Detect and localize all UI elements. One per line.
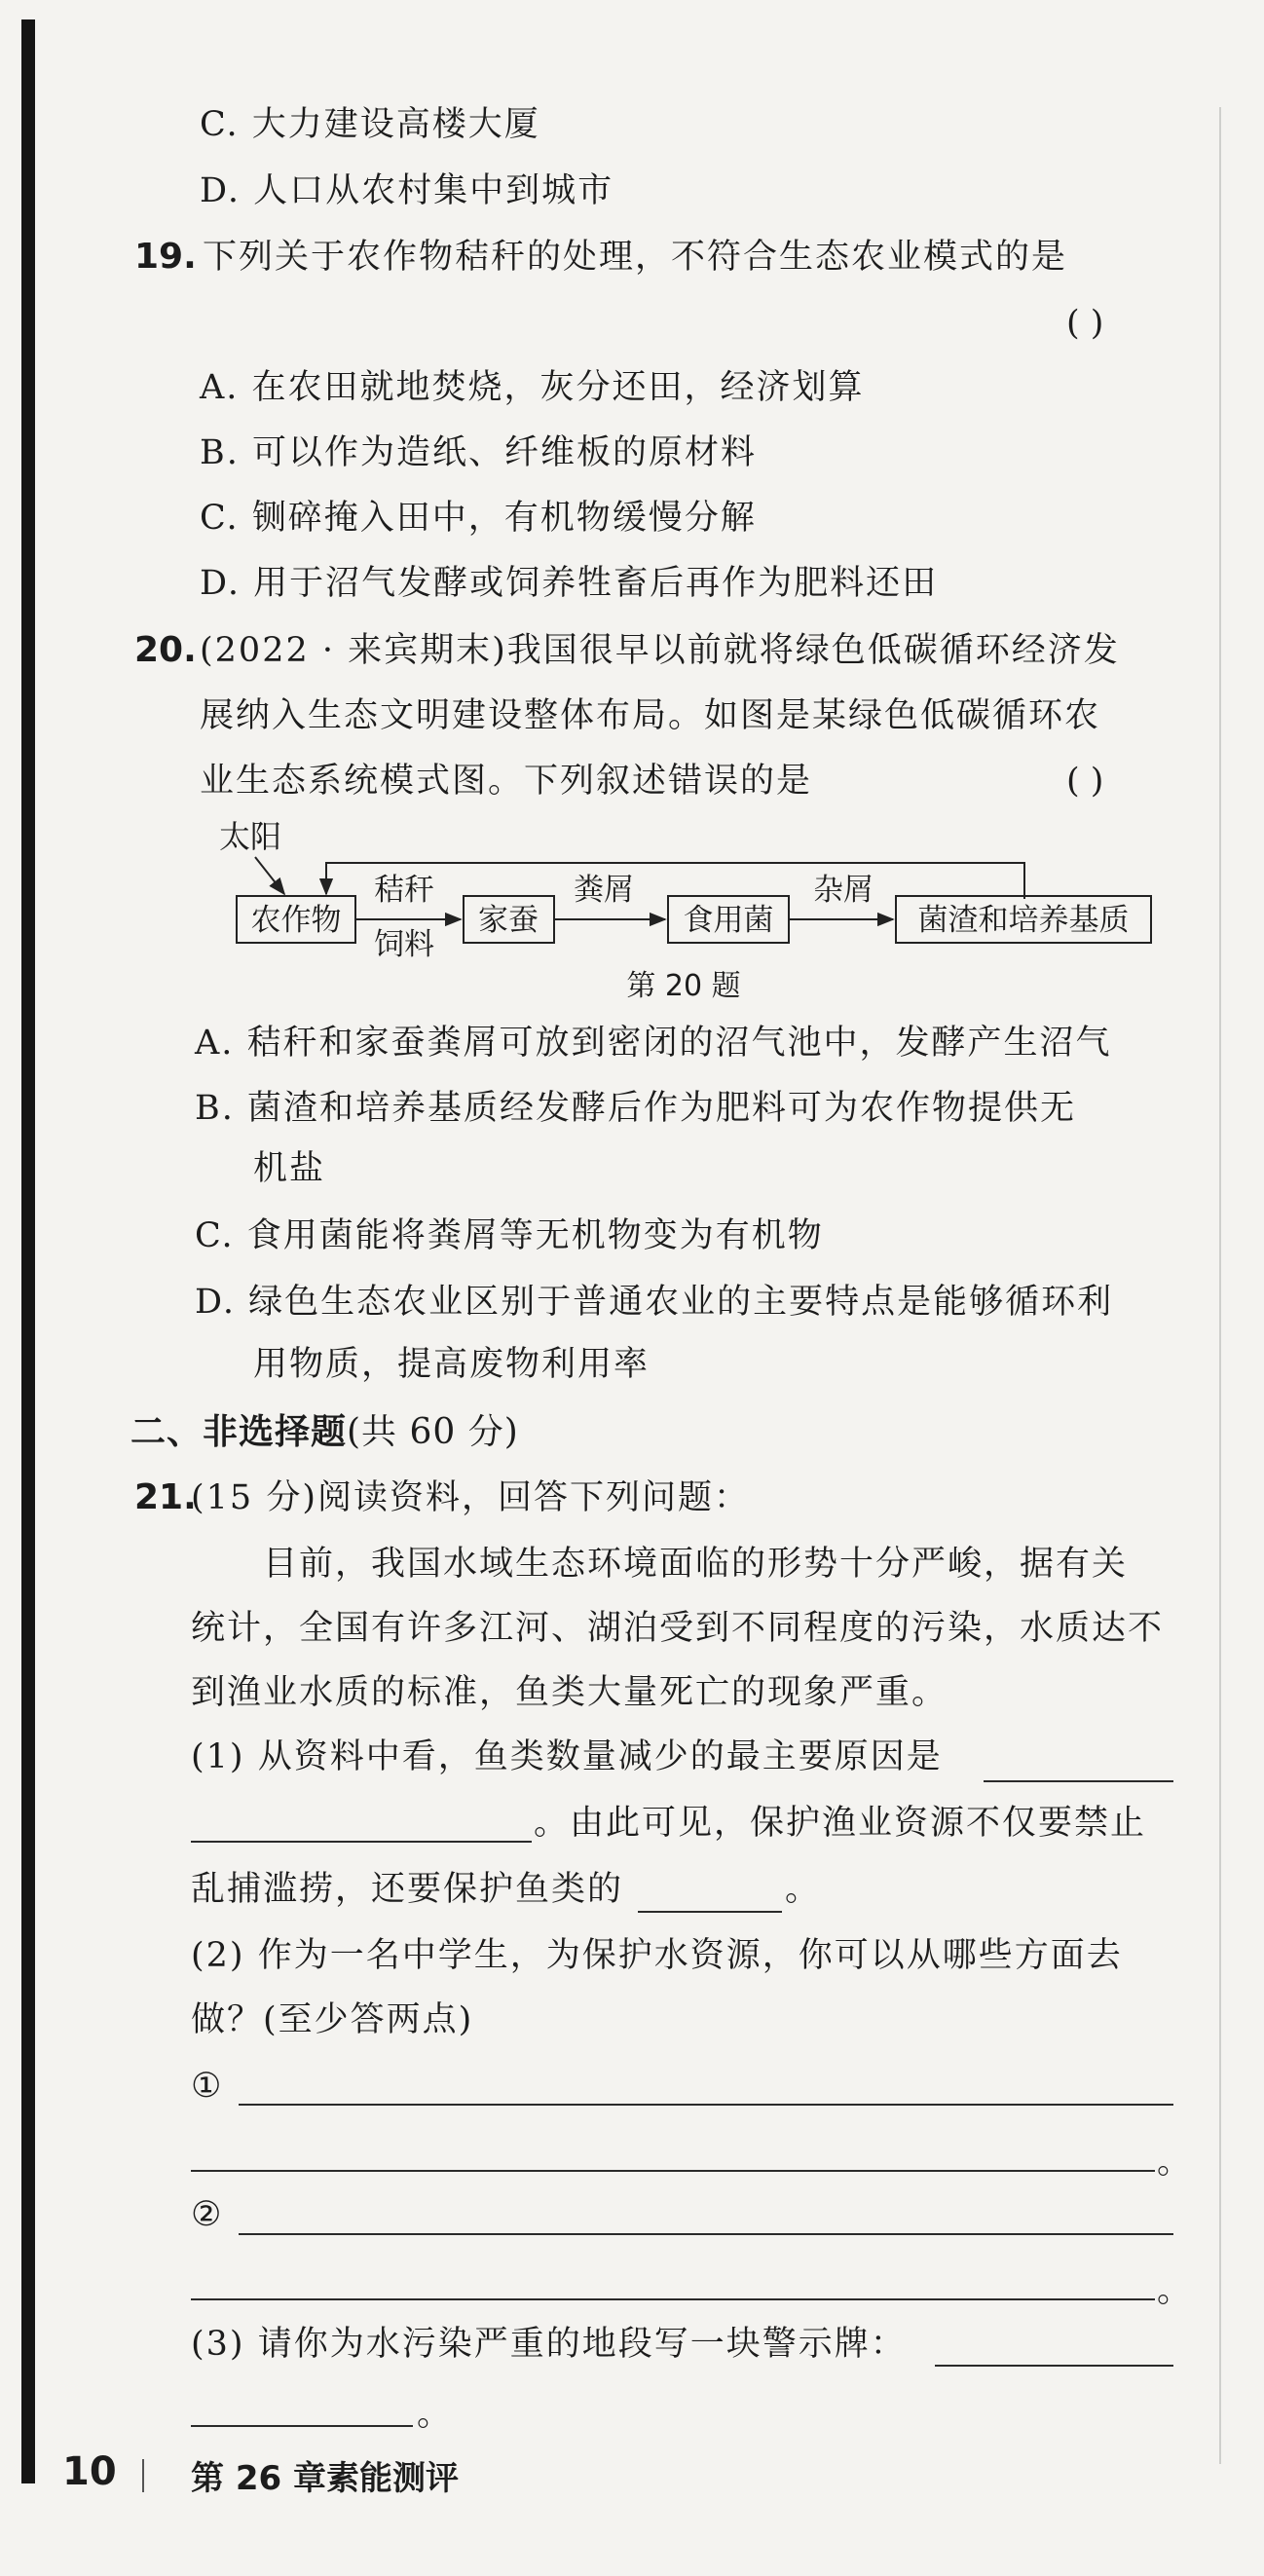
q21-part2-answer-2b[interactable] [191, 2298, 1155, 2300]
q19-option-d: D. 用于沼气发酵或饲养牲畜后再作为肥料还田 [200, 564, 939, 603]
q21-part3-period: 。 [417, 2395, 452, 2434]
sun-arrow [255, 857, 284, 894]
q21-part1-blank-1a[interactable] [984, 1780, 1173, 1782]
q21-part1-line-2: 。由此可见，保护渔业资源不仅要禁止 [534, 1804, 1147, 1843]
substrate-label: 菌渣和培养基质 [917, 903, 1130, 938]
q21-period-1: 。 [1157, 2143, 1192, 2182]
footer-divider [142, 2459, 144, 2492]
page-number: 10 [62, 2449, 117, 2494]
silkworm-label: 家蚕 [478, 903, 539, 938]
prev-option-d: D. 人口从农村集中到城市 [200, 171, 614, 210]
straw-label: 秸秆 [374, 873, 434, 908]
section-2-points: (共 60 分) [347, 1412, 519, 1452]
sun-label: 太阳 [219, 818, 282, 855]
q19-option-c: C. 铡碎掩入田中，有机物缓慢分解 [200, 499, 757, 538]
q20-stem-line-1: (2022 · 来宾期末)我国很早以前就将绿色低碳循环经济发 [200, 631, 1120, 670]
q21-part3-line-1: (3) 请你为水污染严重的地段写一块警示牌： [191, 2325, 907, 2364]
q21-part1-line-3a: 乱捕滥捞，还要保护鱼类的 [191, 1870, 624, 1909]
crop-label: 农作物 [250, 903, 342, 938]
chapter-title: 第 26 章素能测评 [191, 2459, 459, 2498]
q21-part2-answer-1b[interactable] [191, 2170, 1155, 2172]
q21-answer-marker-1: ① [191, 2067, 224, 2106]
q20-diagram [0, 0, 1264, 1032]
q21-part1-blank-2[interactable] [638, 1911, 782, 1913]
section-2-title: 二、非选择题 [130, 1412, 348, 1452]
q19-option-b: B. 可以作为造纸、纤维板的原材料 [200, 433, 757, 472]
feed-label: 饲料 [374, 927, 434, 962]
q20-option-c: C. 食用菌能将粪屑等无机物变为有机物 [195, 1216, 824, 1255]
fungus-label: 食用菌 [683, 903, 774, 938]
q21-part2-answer-2a[interactable] [239, 2233, 1173, 2235]
manure-label: 粪屑 [574, 873, 634, 908]
q21-part2-answer-1a[interactable] [239, 2104, 1173, 2106]
q20-stem-line-2: 展纳入生态文明建设整体布局。如图是某绿色低碳循环农 [200, 696, 1101, 735]
q21-part2-line-1: (2) 作为一名中学生，为保护水资源，你可以从哪些方面去 [191, 1936, 1123, 1975]
q21-answer-marker-2: ② [191, 2195, 224, 2234]
q21-passage-line-1: 目前，我国水域生态环境面临的形势十分严峻，据有关 [263, 1545, 1129, 1584]
q20-answer-paren: ( ) [1066, 762, 1104, 801]
q20-stem-line-3: 业生态系统模式图。下列叙述错误的是 [200, 762, 813, 801]
q20-option-d-line-2: 用物质，提高废物利用率 [253, 1345, 651, 1384]
prev-option-c: C. 大力建设高楼大厦 [200, 105, 540, 144]
q20-number: 20. [134, 630, 197, 670]
waste-label: 杂屑 [813, 873, 874, 908]
q21-part3-blank-b[interactable] [191, 2425, 413, 2427]
q21-part1-line-1: (1) 从资料中看，鱼类数量减少的最主要原因是 [191, 1737, 943, 1776]
q21-number: 21. [134, 1477, 197, 1517]
q20-option-b-line-2: 机盐 [253, 1149, 326, 1188]
q21-part1-blank-1b[interactable] [191, 1841, 532, 1843]
q19-number: 19. [134, 237, 197, 277]
q21-part2-line-2: 做？(至少答两点) [191, 2000, 474, 2039]
section-2-heading [130, 1409, 519, 1456]
q21-passage-line-2: 统计，全国有许多江河、湖泊受到不同程度的污染，水质达不 [191, 1609, 1165, 1648]
q21-intro: (15 分)阅读资料，回答下列问题： [191, 1478, 750, 1517]
q19-option-a: A. 在农田就地焚烧，灰分还田，经济划算 [200, 368, 865, 407]
q21-part1-line-3b: 。 [785, 1870, 822, 1909]
q21-part3-blank-a[interactable] [935, 2365, 1173, 2367]
diagram-caption: 第 20 题 [626, 969, 741, 1003]
q21-period-2: 。 [1157, 2271, 1192, 2310]
q19-stem: 下列关于农作物秸秆的处理，不符合生态农业模式的是 [203, 238, 1068, 277]
q20-option-b-line-1: B. 菌渣和培养基质经发酵后作为肥料可为农作物提供无 [195, 1089, 1076, 1128]
q20-option-a: A. 秸秆和家蚕粪屑可放到密闭的沼气池中，发酵产生沼气 [195, 1024, 1112, 1063]
q21-passage-line-3: 到渔业水质的标准，鱼类大量死亡的现象严重。 [191, 1673, 948, 1712]
q20-option-d-line-1: D. 绿色生态农业区别于普通农业的主要特点是能够循环利 [195, 1283, 1114, 1322]
q19-answer-paren: ( ) [1066, 304, 1104, 343]
